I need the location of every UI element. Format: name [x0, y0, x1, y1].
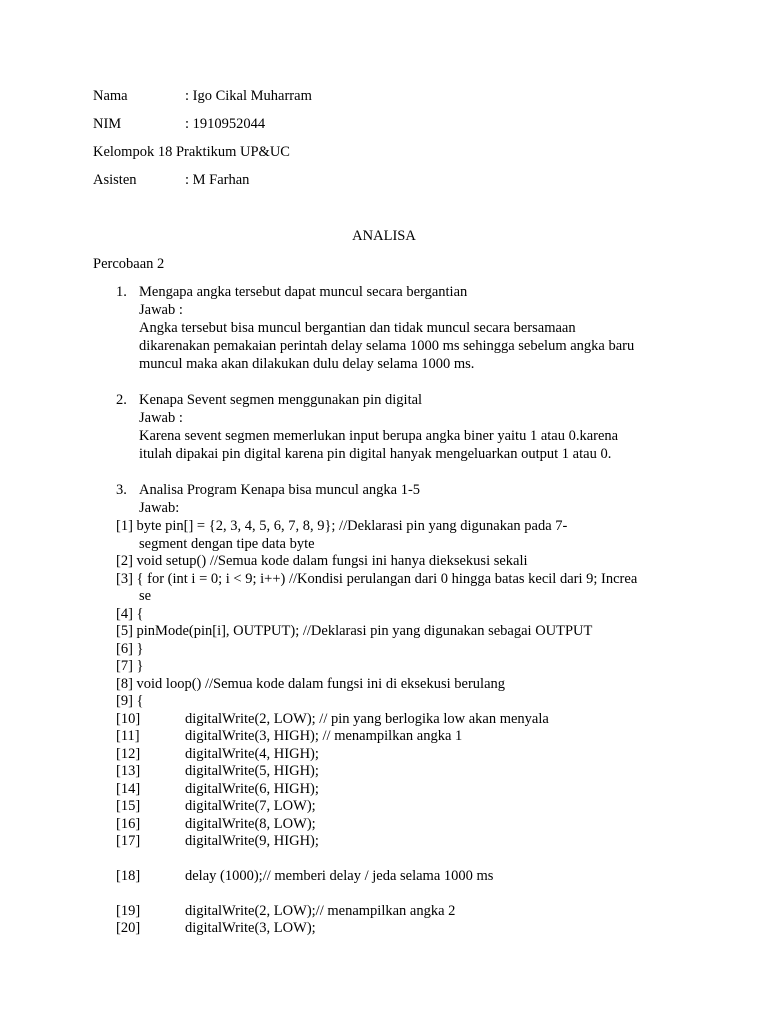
nim-label: NIM — [93, 116, 122, 132]
line-number: [16] — [116, 816, 141, 832]
code-line: se — [139, 588, 152, 604]
line-number: [15] — [116, 798, 141, 814]
line-number: [13] — [116, 763, 141, 779]
assistant-label: Asisten — [93, 172, 137, 188]
q2-jawab: Jawab : — [139, 410, 183, 426]
group-line: Kelompok 18 Praktikum UP&UC — [93, 144, 290, 160]
line-number: [20] — [116, 920, 141, 936]
code-line: [6] } — [116, 641, 144, 657]
line-number: [19] — [116, 903, 141, 919]
code-line: [4] { — [116, 606, 144, 622]
name-value: : Igo Cikal Muharram — [185, 88, 312, 104]
code-line: digitalWrite(3, LOW); — [185, 920, 316, 936]
line-number: [17] — [116, 833, 141, 849]
code-line: digitalWrite(4, HIGH); — [185, 746, 319, 762]
code-line: [7] } — [116, 658, 144, 674]
q1-question: Mengapa angka tersebut dapat muncul secara bergantian — [139, 284, 468, 300]
code-line: [9] { — [116, 693, 144, 709]
code-line: digitalWrite(6, HIGH); — [185, 781, 319, 797]
code-line: delay (1000);// memberi delay / jeda selama 1000 ms — [185, 868, 494, 884]
q3-question: Analisa Program Kenapa bisa muncul angka 1-5 — [139, 482, 421, 498]
section-heading: Percobaan 2 — [93, 256, 165, 272]
q2-question: Kenapa Sevent segmen menggunakan pin digital — [139, 392, 423, 408]
line-number: [10] — [116, 711, 141, 727]
code-line: digitalWrite(2, LOW);// menampilkan angka 2 — [185, 903, 456, 919]
q1-jawab: Jawab : — [139, 302, 183, 318]
code-line: digitalWrite(9, HIGH); — [185, 833, 319, 849]
code-line: digitalWrite(7, LOW); — [185, 798, 316, 814]
q1-answer-line: dikarenakan pemakaian perintah delay selama 1000 ms sehingga sebelum angka baru — [139, 338, 635, 354]
q2-answer-line: Karena sevent segmen memerlukan input berupa angka biner yaitu 1 atau 0.karena — [139, 428, 619, 444]
line-number: [18] — [116, 868, 141, 884]
q1-number: 1. — [116, 284, 127, 300]
nim-value: : 1910952044 — [185, 116, 266, 132]
code-line: [5] pinMode(pin[i], OUTPUT); //Deklarasi pin yang digunakan sebagai OUTPUT — [116, 623, 593, 639]
assistant-value: : M Farhan — [185, 172, 250, 188]
code-line: digitalWrite(2, LOW); // pin yang berlogika low akan menyala — [185, 711, 549, 727]
page-title: ANALISA — [352, 228, 416, 244]
code-line: [3] { for (int i = 0; i < 9; i++) //Kondisi perulangan dari 0 hingga batas kecil dari 9; Increa — [116, 571, 638, 587]
q1-answer-line: muncul maka akan dilakukan dulu delay selama 1000 ms. — [139, 356, 475, 372]
q2-number: 2. — [116, 392, 127, 408]
code-line: digitalWrite(3, HIGH); // menampilkan angka 1 — [185, 728, 463, 744]
code-line: segment dengan tipe data byte — [139, 536, 315, 552]
code-line: digitalWrite(8, LOW); — [185, 816, 316, 832]
code-line: [2] void setup() //Semua kode dalam fungsi ini hanya dieksekusi sekali — [116, 553, 528, 569]
line-number: [11] — [116, 728, 140, 744]
q2-answer-line: itulah dipakai pin digital karena pin digital hanyak mengeluarkan output 1 atau 0. — [139, 446, 612, 462]
q1-answer-line: Angka tersebut bisa muncul bergantian dan tidak muncul secara bersamaan — [139, 320, 576, 336]
line-number: [14] — [116, 781, 141, 797]
code-line: digitalWrite(5, HIGH); — [185, 763, 319, 779]
code-line: [8] void loop() //Semua kode dalam fungsi ini di eksekusi berulang — [116, 676, 506, 692]
line-number: [12] — [116, 746, 141, 762]
name-label: Nama — [93, 88, 128, 104]
q3-number: 3. — [116, 482, 127, 498]
q3-jawab: Jawab: — [139, 500, 180, 516]
code-line: [1] byte pin[] = {2, 3, 4, 5, 6, 7, 8, 9}; //Deklarasi pin yang digunakan pada 7- — [116, 518, 568, 534]
